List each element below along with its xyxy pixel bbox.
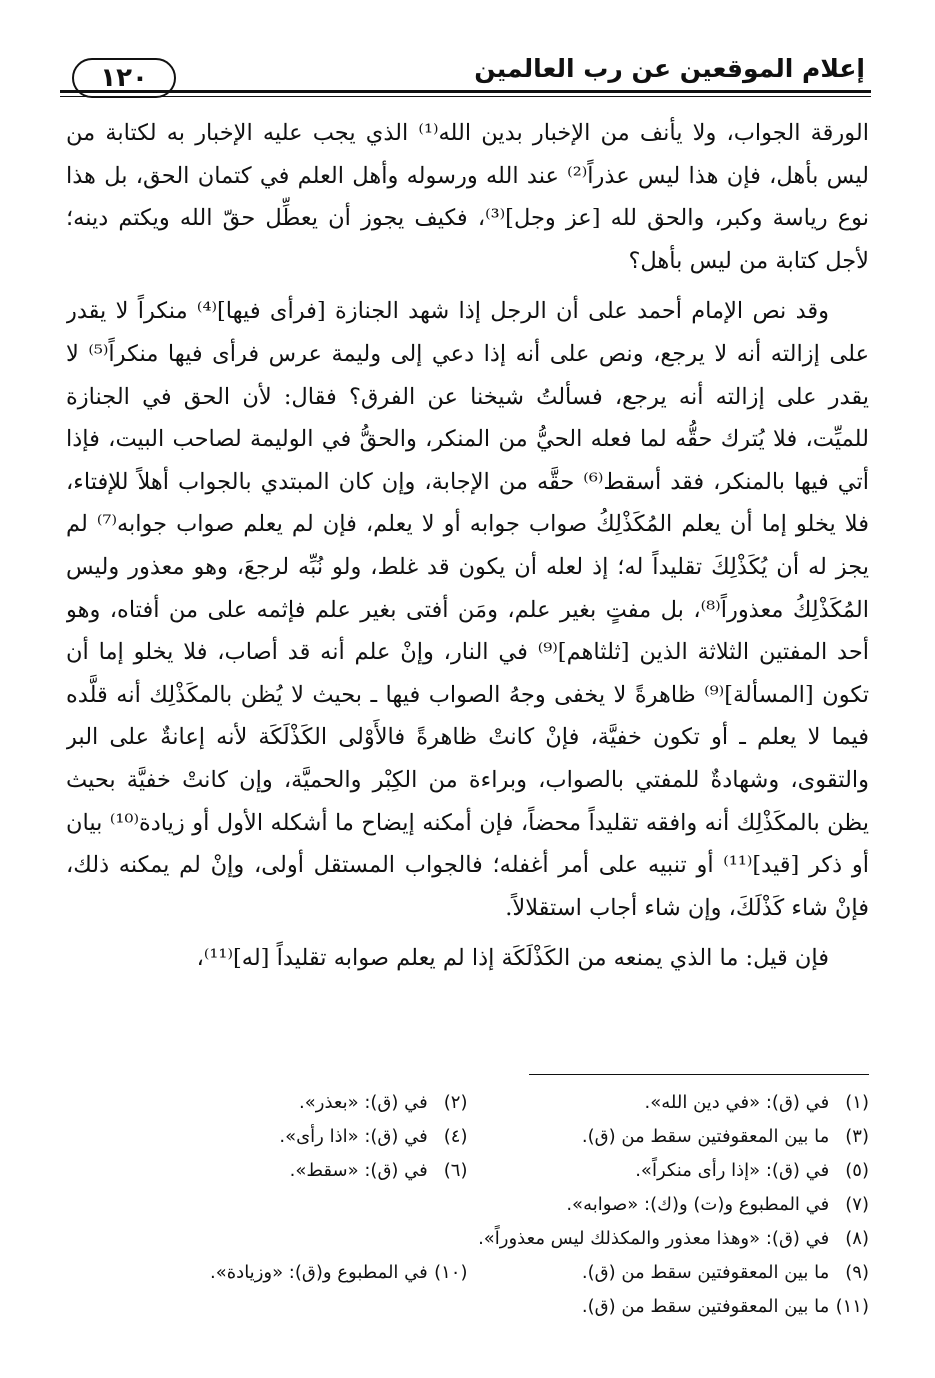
footnote-5: (٥) في (ق): «إذا رأى منكراً». xyxy=(635,1160,869,1181)
header-rule-thin xyxy=(60,96,871,97)
footnote-4: (٤) في (ق): «اذا رأى». xyxy=(279,1126,468,1147)
header-rule xyxy=(60,90,871,93)
footnote-2: (٢) في (ق): «بعذر». xyxy=(299,1092,468,1113)
footnote-7: (٧) في المطبوع و(ت) و(ك): «صوابه». xyxy=(566,1194,869,1215)
footnote-9: (٩) ما بين المعقوفتين سقط من (ق). xyxy=(581,1262,869,1283)
paragraph-2: وقد نص الإمام أحمد على أن الرجل إذا شهد الجنازة [فرأى فيها]⁽⁴⁾ منكراً لا يقدر على إزالته أنه لا يرجع، ونص على أنه إذا دعي إلى وليمة عرس فرأى فيها منكراً⁽⁵⁾ لا يقدر على إزالته أنه يرجع، فسألتُ شيخنا عن الفرق؟ فقال: لأن الحق في الجنازة للميِّت، فلا يُترك حقُّه لما فعله الحيُّ من المنكر، والحقُّ في الوليمة لصاحب البيت، فإذا أتي فيها بالمنكر، فقد أسقط⁽⁶⁾ حقَّه من الإجابة، وإن كان المبتدي بالجواب أهلاً للإفتاء، فلا يخلو إما أن يعلم المُكَذْلِكُ صواب جوابه أو لا يعلم، فإن لم يعلم صواب جوابه⁽⁷⁾ لم يجز له أن يُكَذْلِكَ تقليداً له؛ إذ لعله أن يكون قد غلط، ولو نُبِّه لرجعَ، وهو معذور وليس المُكَذْلِكُ معذوراً⁽⁸⁾، بل مفتٍ بغير علم، ومَن أفتى بغير علم فإثمه على من أفتاه، وهو أحد المفتين الثلاثة الذين [ثلثاهم]⁽⁹⁾ في النار، وإنْ علم أنه قد أصاب، فلا يخلو إما أن تكون [المسألة]⁽⁹⁾ ظاهرةً لا يخفى وجهُ الصواب فيها ـ بحيث لا يُظن بالمكَذْلِك أنه قلَّده فيما لا يعلم ـ أو تكون خفيَّة، فإنْ كانتْ ظاهرةً فالأَوْلى الكَذْلَكَة لأنه إعانةٌ على البر والتقوى، وشهادةٌ للمفتي بالصواب، وبراءة من الكِبْر والحميَّة، وإن كانتْ خفيَّة بحيث يظن بالمكَذْلِك أنه وافقه تقليداً محضاً، فإن أمكنه إيضاح ما أشكله الأول أو زيادة⁽¹⁰⁾ بيان أو ذكر [قيد]⁽¹¹⁾ أو تنبيه على أمر أغفله؛ فالجواب المستقل أولى، وإنْ لم يمكنه ذلك، فإنْ شاء كَذْلَكَ، وإن شاء أجاب استقلالاً. xyxy=(66,298,869,921)
footnote-11: (١١) ما بين المعقوفتين سقط من (ق). xyxy=(581,1296,869,1317)
footnotes xyxy=(66,1086,869,1324)
footnote-1: (١) في (ق): «في دين الله». xyxy=(644,1092,869,1113)
running-title: إعلام الموقعين عن رب العالمين xyxy=(474,54,865,83)
footnote-10: (١٠) في المطبوع و(ق): «وزيادة». xyxy=(210,1262,468,1283)
page-number: ١٢٠ xyxy=(72,58,176,98)
paragraph-3: فإن قيل: ما الذي يمنعه من الكَذْلَكَة إذا لم يعلم صوابه تقليداً [له]⁽¹¹⁾، xyxy=(196,945,829,972)
paragraph-1: الورقة الجواب، ولا يأنف من الإخبار بدين الله⁽¹⁾ الذي يجب عليه الإخبار به لكتابة من ليس بأهل، فإن هذا ليس عذراً⁽²⁾ عند الله ورسوله وأهل العلم في كتمان الحق، بل هذا نوع رياسة وكبر، والحق لله [عز وجل]⁽³⁾، فكيف يجوز أن يعطِّل حقّ الله ويكتم دينه؛ لأجل كتابة من ليس بأهل؟ xyxy=(66,120,869,274)
main-text xyxy=(66,112,869,1024)
footnote-6: (٦) في (ق): «سقط». xyxy=(289,1160,468,1181)
page-header xyxy=(60,40,871,96)
footnote-separator xyxy=(529,1074,869,1075)
footnote-8: (٨) في (ق): «وهذا معذور والمكذلك ليس معذوراً». xyxy=(478,1228,869,1249)
footnote-3: (٣) ما بين المعقوفتين سقط من (ق). xyxy=(581,1126,869,1147)
